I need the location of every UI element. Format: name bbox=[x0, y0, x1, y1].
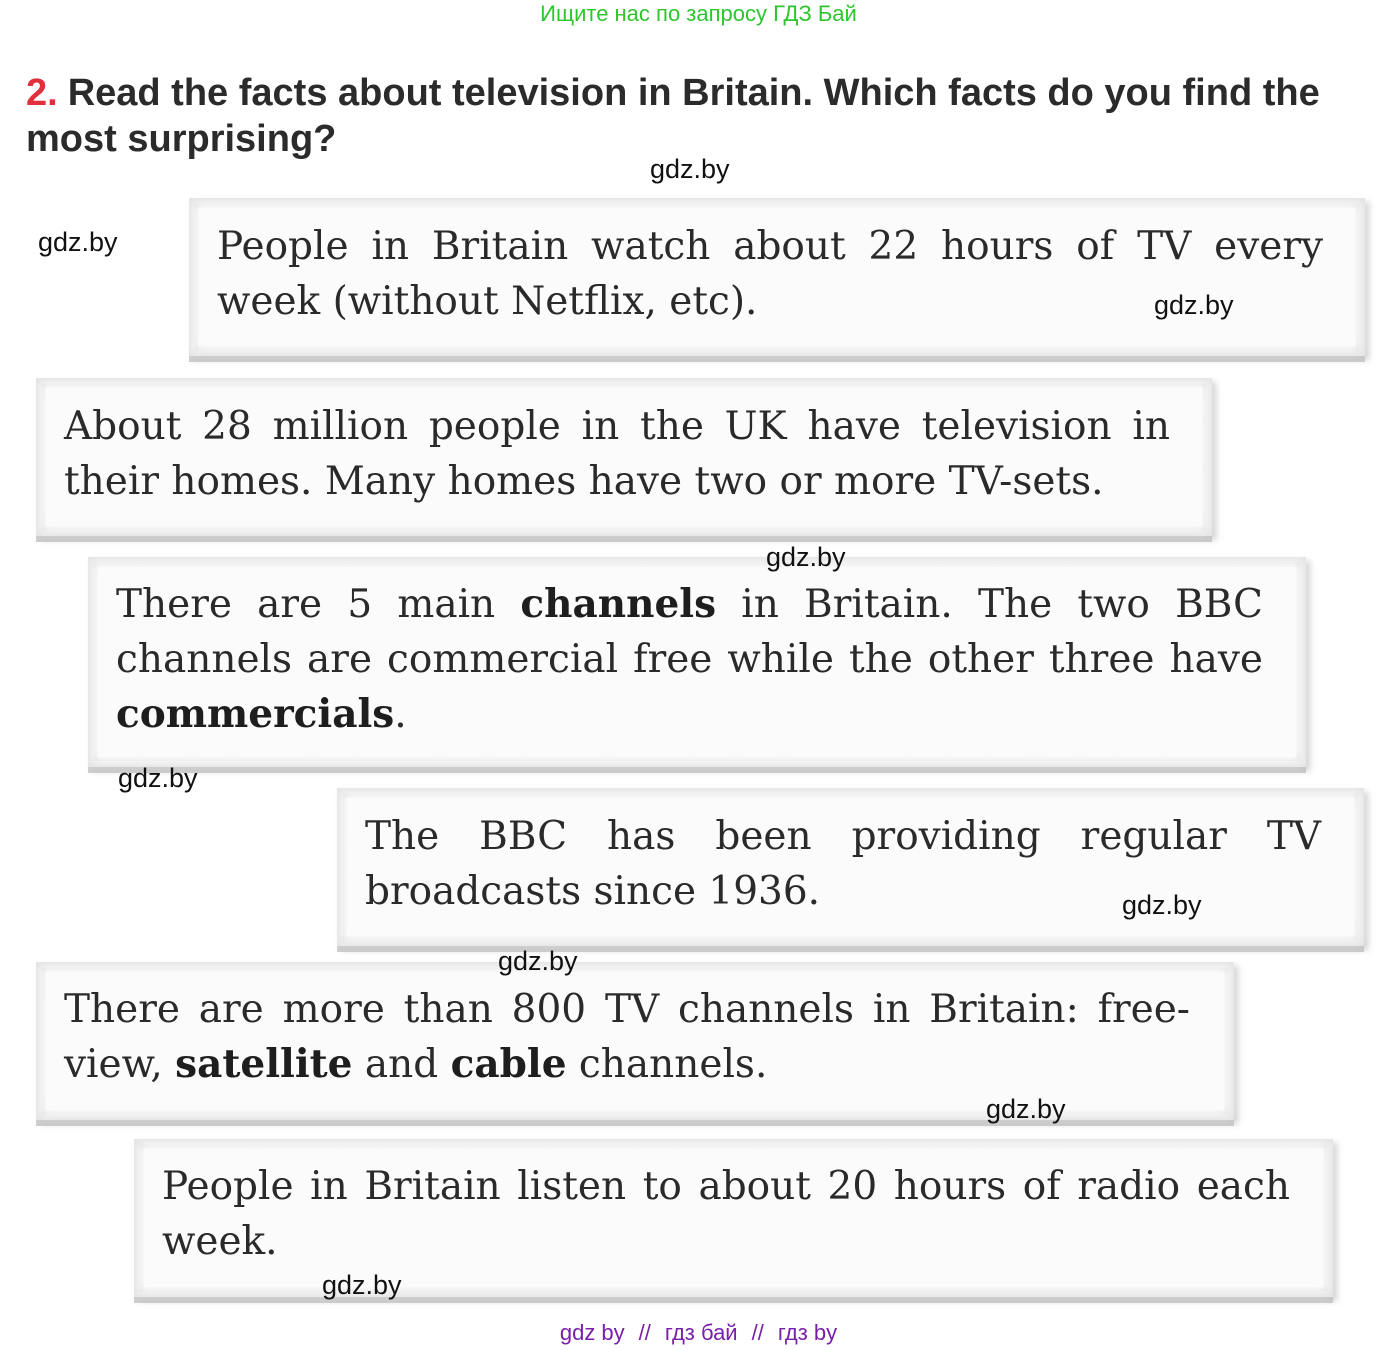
fact-text-segment: and bbox=[352, 1042, 451, 1087]
fact-text-segment: About 28 million people in the UK have television in their homes. Many homes have two or more TV-sets. bbox=[64, 404, 1170, 504]
fact-text-segment: People in Britain watch about 22 hours of TV every week (without Netflix, etc). bbox=[217, 224, 1323, 324]
fact-text-segment: The BBC has been providing regular TV broadcasts since 1936. bbox=[365, 814, 1321, 914]
fact-text-6 bbox=[162, 1159, 1290, 1269]
watermark: gdz.by bbox=[118, 763, 198, 793]
keyword-channels: channels bbox=[520, 581, 717, 627]
task-heading-text: Read the facts about television in Britain. Which facts do you find the most surprising? bbox=[26, 72, 1320, 160]
watermark: gdz.by bbox=[322, 1270, 402, 1300]
footer-link-gdz-by[interactable]: gdz by bbox=[559, 1320, 625, 1345]
keyword-cable: cable bbox=[450, 1041, 567, 1087]
fact-text-2 bbox=[64, 399, 1170, 509]
keyword-commercials: commercials bbox=[116, 691, 395, 737]
watermark: gdz.by bbox=[766, 542, 846, 572]
watermark: gdz.by bbox=[1154, 290, 1234, 320]
footer-link-gdz-by-cyr[interactable]: гдз by bbox=[777, 1320, 838, 1345]
task-number: 2. bbox=[26, 72, 58, 114]
keyword-satellite: satellite bbox=[175, 1041, 353, 1087]
search-banner: Ищите нас по запросу ГДЗ Бай bbox=[540, 1, 857, 26]
fact-text-segment: There are more than 800 TV channels in Britain: free-view, bbox=[64, 987, 1190, 1087]
fact-text-segment: There are 5 main bbox=[116, 582, 521, 627]
watermark: gdz.by bbox=[38, 227, 118, 257]
fact-text-3 bbox=[116, 577, 1263, 742]
task-heading bbox=[26, 70, 1376, 162]
fact-text-segment: People in Britain listen to about 20 hours of radio each week. bbox=[162, 1164, 1290, 1264]
watermark: gdz.by bbox=[650, 154, 730, 184]
watermark: gdz.by bbox=[498, 946, 578, 976]
footer bbox=[0, 1318, 1397, 1348]
footer-separator: // bbox=[751, 1320, 764, 1345]
fact-text-5 bbox=[64, 982, 1190, 1092]
footer-separator: // bbox=[638, 1320, 651, 1345]
watermark: gdz.by bbox=[986, 1094, 1066, 1124]
watermark: gdz.by bbox=[1122, 890, 1202, 920]
fact-text-segment: in Britain. The two BBC channels are commercial free while the other three have bbox=[116, 582, 1263, 682]
fact-text-segment: . bbox=[394, 692, 407, 737]
fact-text-segment: channels. bbox=[566, 1042, 768, 1087]
footer-link-gdz-bai[interactable]: гдз бай bbox=[664, 1320, 738, 1345]
